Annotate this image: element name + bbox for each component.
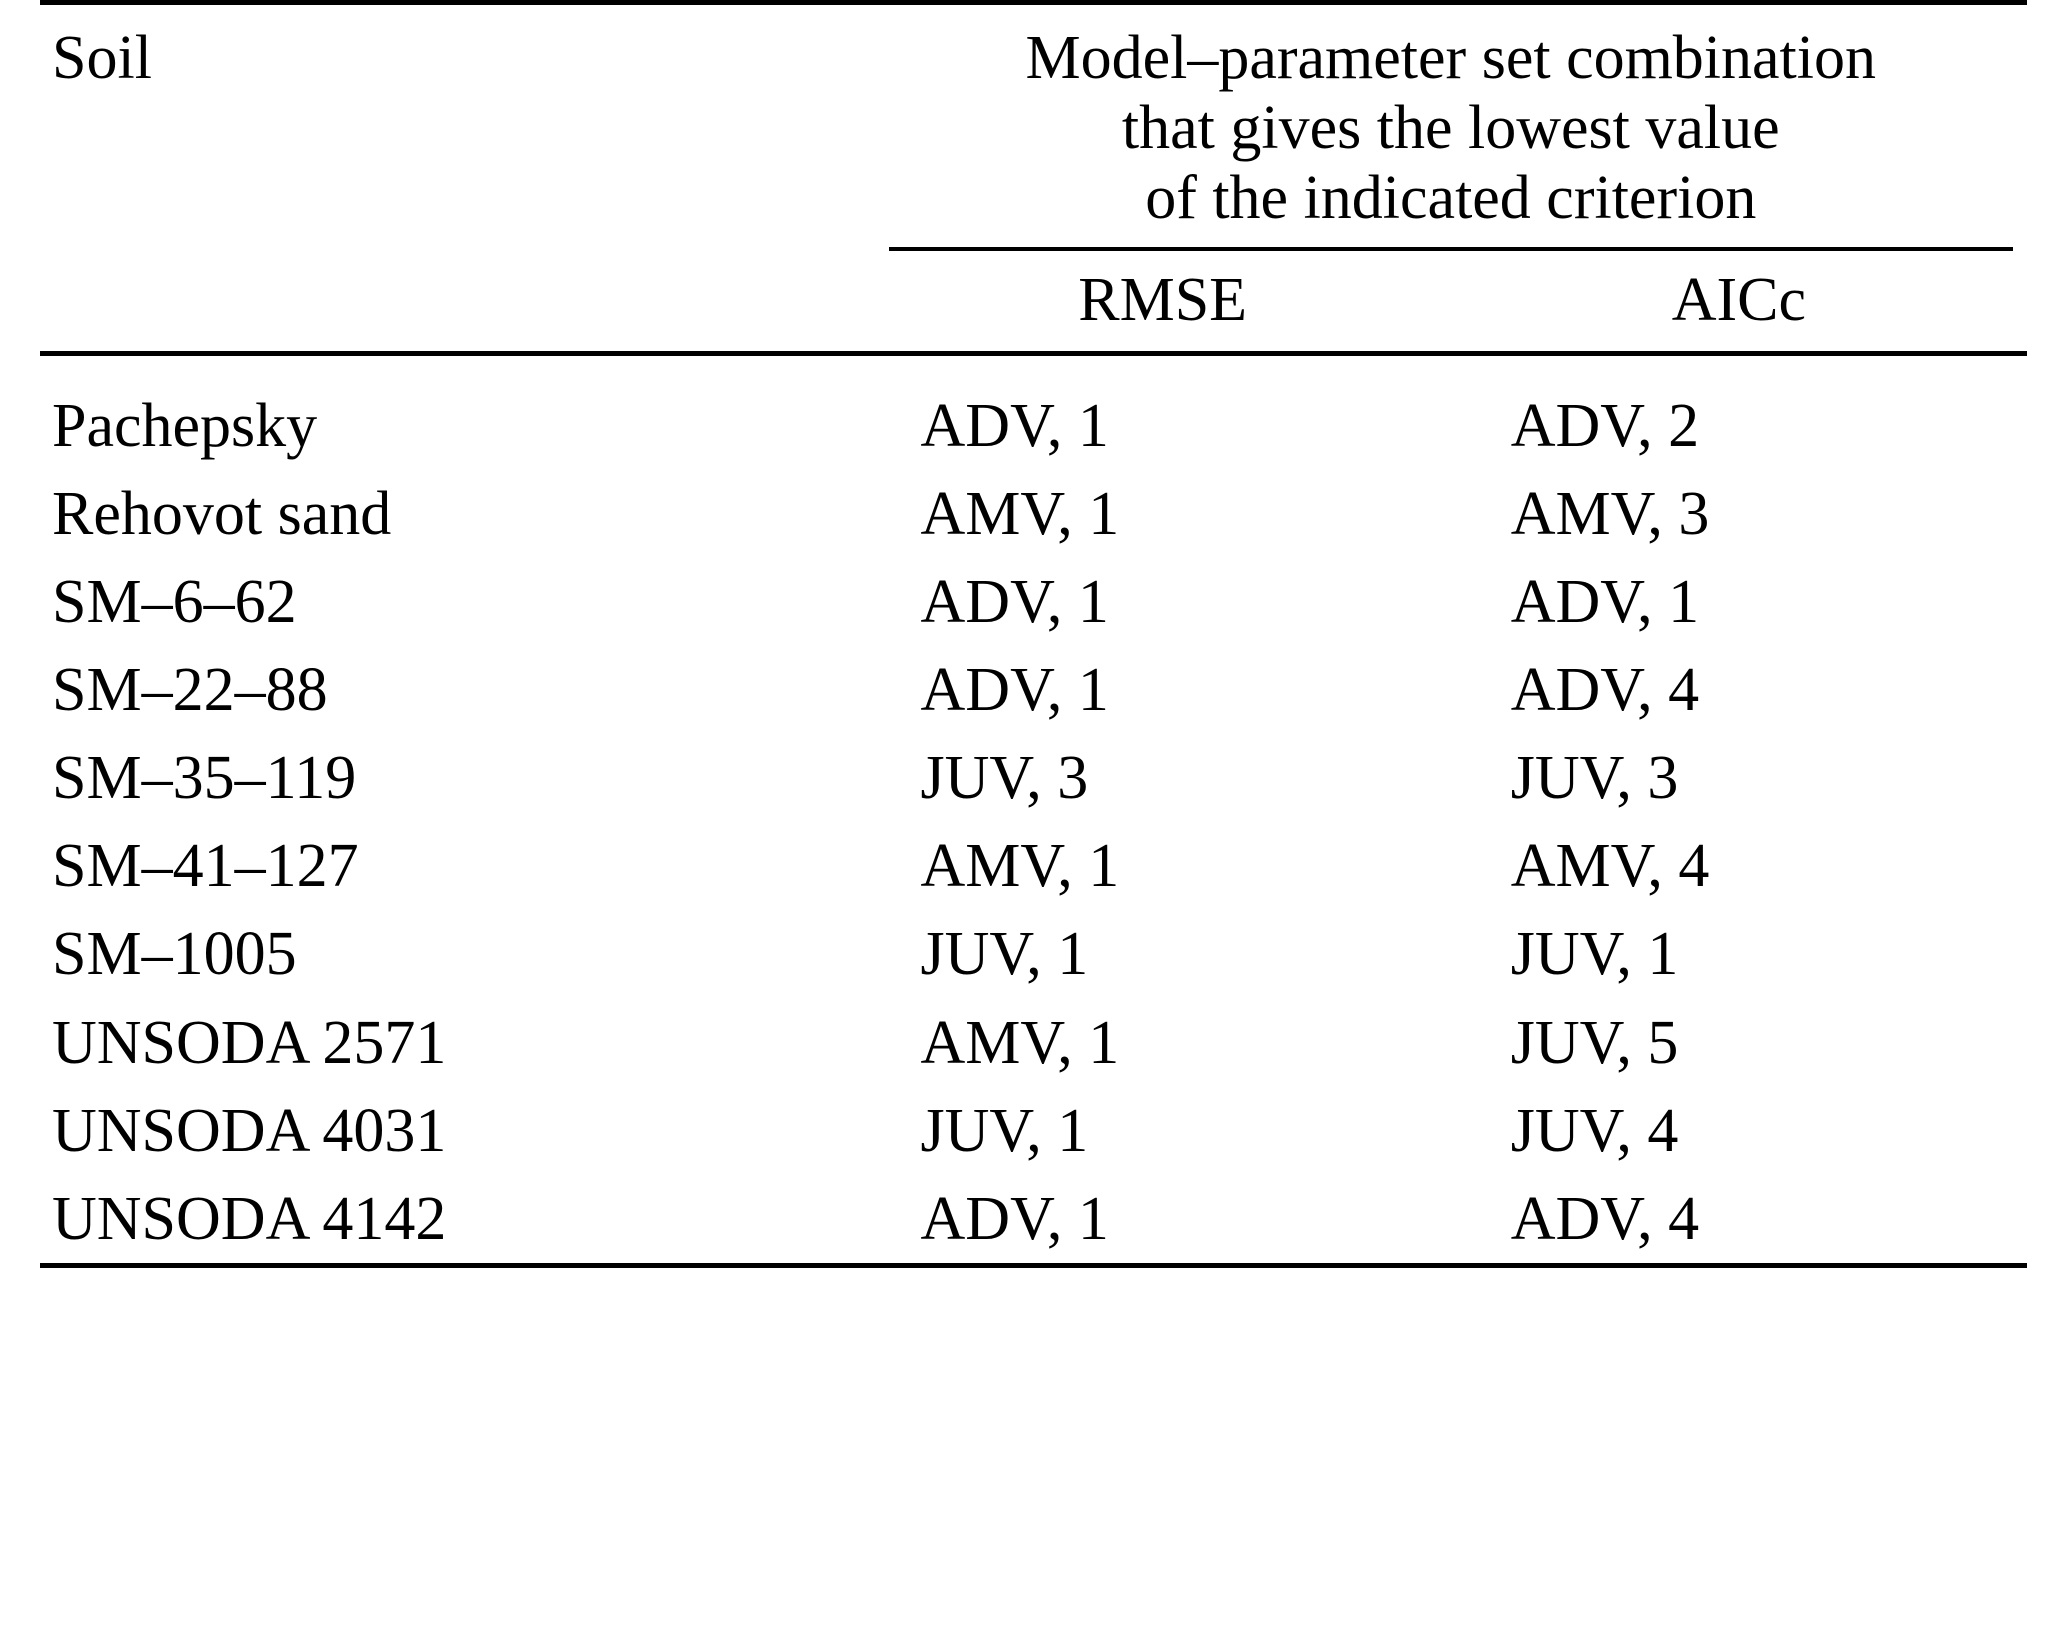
cell-aicc: ADV, 4 [1510,656,1700,725]
group-header-rule [875,237,2027,251]
cell-soil: SM–1005 [52,920,297,989]
table-header [40,3,2027,354]
cell-soil: UNSODA 4031 [52,1096,447,1165]
cell-aicc: ADV, 4 [1510,1184,1700,1253]
table-row [40,1175,2027,1266]
results-table [40,0,2027,1268]
cell-rmse: ADV, 1 [920,568,1109,637]
cell-rmse: JUV, 1 [920,920,1089,989]
cell-aicc: JUV, 5 [1510,1008,1679,1077]
table-row [40,734,2027,822]
cell-aicc: ADV, 1 [1510,568,1700,637]
rule-cell-soil [40,1265,875,1268]
cell-rmse: ADV, 1 [920,1184,1109,1253]
rule-cell-rmse [875,1265,1451,1268]
column-header-soil: Soil [40,3,875,354]
cell-rmse: AMV, 1 [920,832,1120,901]
group-header-line-3: of the indicated criterion [1145,164,1757,233]
cell-rmse: ADV, 1 [920,392,1109,461]
table-body [40,354,2027,1268]
column-header-rmse: RMSE [1078,266,1248,335]
cell-aicc: JUV, 4 [1510,1096,1679,1165]
rule-cell-soil [40,354,875,383]
header-row-top [40,3,2027,238]
table-row [40,382,2027,470]
cell-rmse: AMV, 1 [920,480,1120,549]
cell-aicc: ADV, 2 [1510,392,1700,461]
cell-rmse: ADV, 1 [920,656,1109,725]
cell-rmse: AMV, 1 [920,1008,1120,1077]
group-header-line-2: that gives the lowest value [1121,94,1780,163]
column-header-aicc: AICc [1671,266,1807,335]
cell-soil: SM–6–62 [52,568,297,637]
table-row [40,558,2027,646]
rule-cell-rmse [875,354,1451,383]
table-row [40,646,2027,734]
column-group-header [875,3,2027,238]
cell-soil: Pachepsky [52,392,318,461]
cell-soil: UNSODA 2571 [52,1008,447,1077]
table-row [40,470,2027,558]
cell-aicc: JUV, 1 [1510,920,1679,989]
cell-aicc: JUV, 3 [1510,744,1679,813]
cell-soil: SM–22–88 [52,656,328,725]
table-row [40,910,2027,998]
cell-aicc: AMV, 3 [1510,480,1710,549]
cell-rmse: JUV, 3 [920,744,1089,813]
cell-soil: Rehovot sand [52,480,392,549]
cell-rmse: JUV, 1 [920,1096,1089,1165]
cell-soil: UNSODA 4142 [52,1184,447,1253]
cell-soil: SM–35–119 [52,744,357,813]
body-bottom-rule [40,1265,2027,1268]
table-row [40,1087,2027,1175]
rule-cell-aicc [1451,354,2027,383]
cell-soil: SM–41–127 [52,832,359,901]
body-top-rule [40,354,2027,383]
table-row [40,999,2027,1087]
group-header-line-1: Model–parameter set combination [1025,24,1877,92]
rule-cell-aicc [1451,1265,2027,1268]
table-row [40,822,2027,910]
cell-aicc: AMV, 4 [1510,832,1710,901]
